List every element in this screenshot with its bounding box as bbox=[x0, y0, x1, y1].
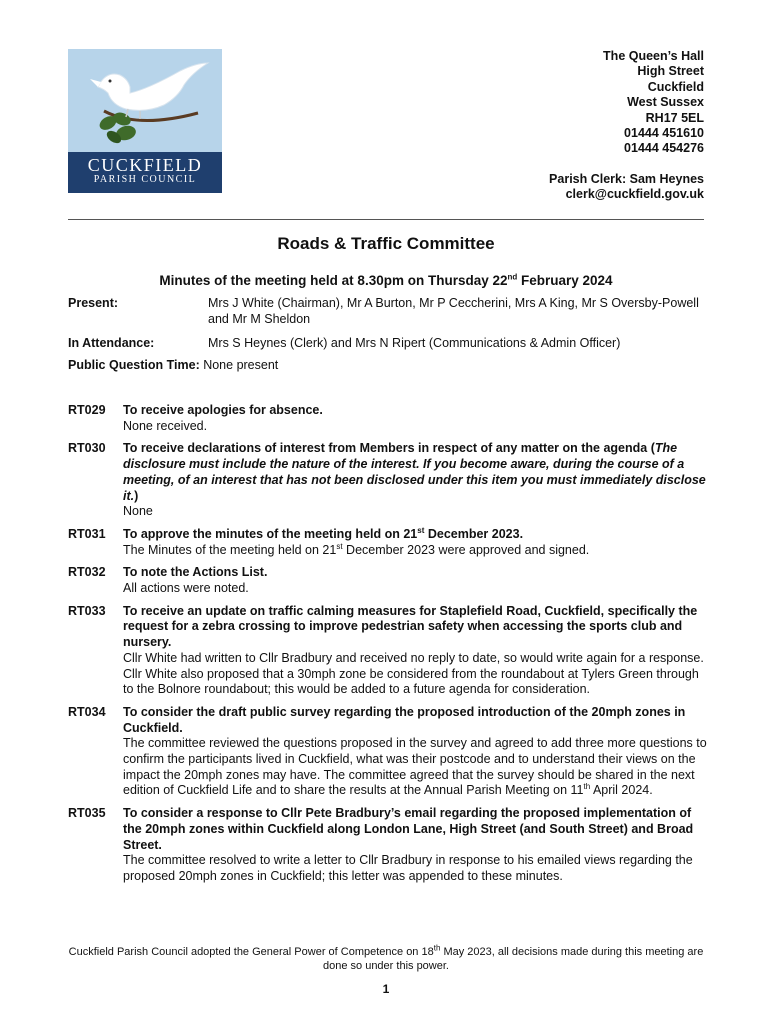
item-heading: To consider a response to Cllr Pete Bradbury’s email regarding the proposed implementation of the 20mph zones within Cuckfield along London Lane, High Street (and South Street) and Broad Street. bbox=[123, 806, 694, 852]
item-code: RT029 bbox=[68, 403, 106, 417]
item-code: RT033 bbox=[68, 603, 106, 618]
present-label: Present: bbox=[68, 296, 119, 310]
address-line: Cuckfield bbox=[647, 79, 704, 94]
public-question-row bbox=[68, 357, 278, 373]
item-heading: To approve the minutes of the meeting held on 21st December 2023. bbox=[123, 525, 524, 541]
minutes-items bbox=[68, 403, 708, 892]
minute-item bbox=[68, 806, 708, 885]
minute-item bbox=[68, 403, 708, 434]
page-title: Roads & Traffic Committee bbox=[277, 234, 495, 253]
public-question-value: None present bbox=[199, 358, 279, 372]
page-number: 1 bbox=[382, 982, 390, 996]
clerk-email[interactable]: clerk@cuckfield.gov.uk bbox=[565, 187, 704, 202]
council-logo bbox=[68, 49, 222, 193]
footer-note: Cuckfield Parish Council adopted the General Power of Competence on 18th May 2023, all decisions made during this meeting are done so under this power. bbox=[68, 943, 704, 972]
logo-band bbox=[68, 152, 222, 193]
minute-item bbox=[68, 705, 708, 799]
item-heading: To receive apologies for absence. bbox=[123, 403, 323, 417]
item-body: Cllr White had written to Cllr Bradbury and received no reply to date, so would write again for a response. Cllr White also proposed that a 30mph zone be considered from the roundabout at Tylers Green through to the Bolnore roundabout; this would be added to a future agenda for consideration. bbox=[123, 650, 704, 697]
item-code: RT034 bbox=[68, 704, 106, 719]
minute-item bbox=[68, 441, 708, 520]
phone-line: 01444 454276 bbox=[624, 141, 704, 156]
item-heading: To consider the draft public survey regarding the proposed introduction of the 20mph zones in Cuckfield. bbox=[123, 704, 686, 735]
item-code: RT032 bbox=[68, 565, 106, 580]
item-body: None received. bbox=[123, 418, 208, 433]
item-body: The Minutes of the meeting held on 21st December 2023 were approved and signed. bbox=[123, 541, 590, 557]
item-body: The committee reviewed the questions proposed in the survey and agreed to add three more questions to confirm the participants lived in Cuckfield, what was their postcode and to understand their views on the impact the 20mph zones may have. The committee agreed that the survey should be shared in the next edition of Cuckfield Life and to share the results at the Annual Parish Meeting on 11th April 2024. bbox=[123, 736, 707, 798]
logo-name: CUCKFIELD bbox=[87, 155, 203, 175]
item-code: RT031 bbox=[68, 526, 106, 541]
attendance-label: In Attendance: bbox=[68, 336, 155, 350]
address-line: High Street bbox=[637, 64, 704, 79]
address-block bbox=[549, 49, 704, 203]
bird-icon bbox=[68, 49, 222, 152]
logo-subtitle: PARISH COUNCIL bbox=[93, 174, 197, 185]
item-heading: To receive an update on traffic calming measures for Staplefield Road, Cuckfield, specifically the request for a zebra crossing to improve pedestrian safety when accessing the sports club and nursery. bbox=[123, 603, 698, 650]
present-value: Mrs J White (Chairman), Mr A Burton, Mr P Ceccherini, Mrs A King, Mr S Oversby-Powell and Mr M Sheldon bbox=[208, 296, 699, 326]
phone-line: 01444 451610 bbox=[624, 126, 704, 141]
attendance-value: Mrs S Heynes (Clerk) and Mrs N Ripert (Communications & Admin Officer) bbox=[208, 336, 621, 350]
minute-item bbox=[68, 565, 708, 596]
item-heading: To receive declarations of interest from Members in respect of any matter on the agenda (The disclosure must include the nature of the interest. If you become aware, during the course of a meeting, of an interest that has not been disclosed under this item you must immediately disclose it.) bbox=[123, 441, 706, 503]
meeting-subtitle: Minutes of the meeting held at 8.30pm on Thursday 22nd February 2024 bbox=[159, 272, 613, 288]
address-line: West Sussex bbox=[627, 95, 704, 110]
item-body: The committee resolved to write a letter to Cllr Bradbury in response to his emailed views regarding the proposed 20mph zones in Cuckfield; this letter was appended to these minutes. bbox=[123, 853, 693, 883]
minute-item bbox=[68, 527, 708, 558]
item-code: RT035 bbox=[68, 806, 106, 821]
public-question-label: Public Question Time: bbox=[68, 358, 200, 372]
item-body: All actions were noted. bbox=[123, 581, 249, 596]
item-heading: To note the Actions List. bbox=[123, 565, 268, 580]
item-code: RT030 bbox=[68, 441, 106, 456]
header-divider bbox=[68, 219, 704, 220]
bird-illustration bbox=[68, 49, 222, 152]
minute-item bbox=[68, 604, 708, 698]
item-body: None bbox=[123, 504, 153, 519]
address-line: The Queen’s Hall bbox=[603, 49, 704, 63]
address-line: RH17 5EL bbox=[645, 110, 704, 125]
parish-clerk: Parish Clerk: Sam Heynes bbox=[549, 171, 704, 186]
